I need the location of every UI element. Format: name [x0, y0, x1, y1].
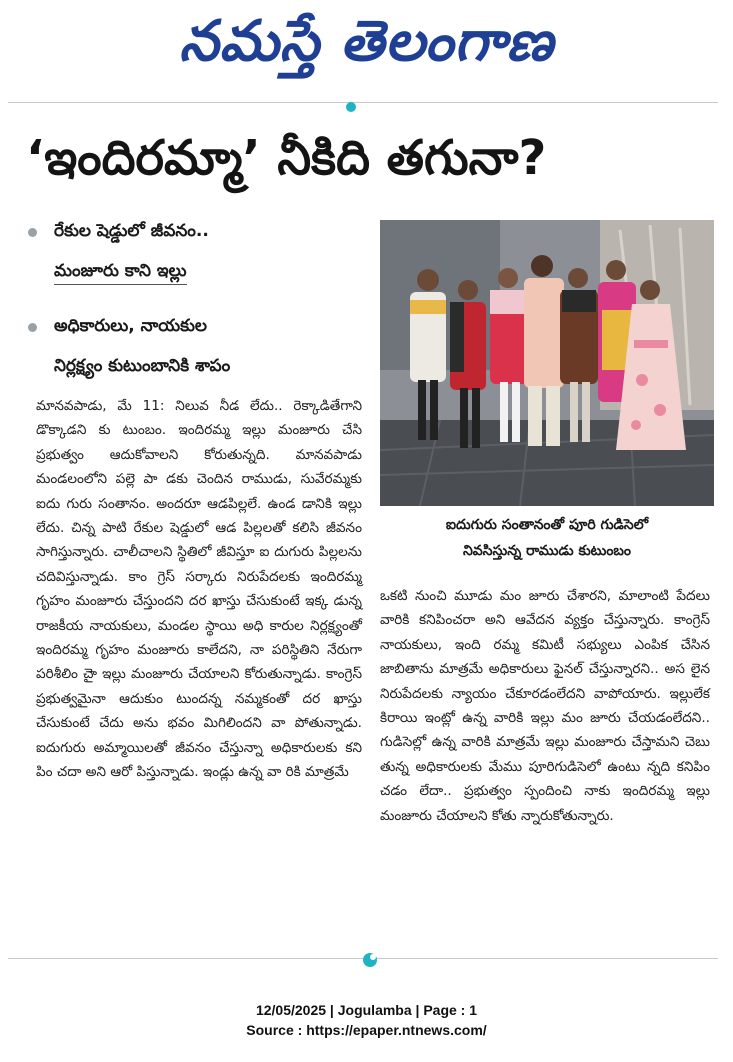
bullet-dot-icon	[28, 323, 37, 332]
footer-edition-info: 12/05/2025 | Jogulamba | Page : 1	[255, 1002, 478, 1018]
divider-dot-icon	[346, 102, 356, 112]
bullet-line: రేకుల షెడ్డులో జీవనం..	[54, 221, 209, 241]
footer	[0, 1000, 733, 1040]
body-column-right: ఒకటి నుంచి మూడు మం జూరు చేశారని, మాలాంటి పేదలు వారికి కనిపించరా అని ఆవేదన వ్యక్తం చేస్తున్నారు. కాంగ్రెస్ నాయకులు, ఇంది రమ్మ కమిటీ సభ్యులు ఎంపిక చేసిన జాబితాను మాత్రమే అధికారులు ఫైనల్ చేస్తున్నారని.. అస లైన నిరుపేదలకు న్యాయం చేకూరడంలేదని వాపోయారు. ఇల్లులేక కిరాయి ఇంట్లో ఉన్న వారికి ఇల్లు మం జూరు చేయడంలేదని.. గుడిసెల్లో ఉన్న వారికి మాత్రమే ఇల్లు మంజూరు చేస్తామని చెబు తున్న అధికారులకు మేము పూరిగుడిసెలో ఉంటు న్నది కనిపిం చడం లేదా.. ప్రభుత్వం స్పందించి నాకు ఇందిరమ్మ ఇల్లు మంజూరు చేయాలని కోతు న్నారుకోతున్నారు.	[380, 588, 710, 824]
photo-caption-line: ఐదుగురు సంతానంతో పూరి గుడిసెలో	[445, 517, 649, 533]
article-headline: ‘ఇందిరమ్మా’ నీకిది తగునా?	[26, 130, 547, 186]
masthead-logo	[0, 6, 733, 90]
bullet-item	[24, 218, 369, 299]
footer-source-link[interactable]: Source : https://epaper.ntnews.com/	[246, 1022, 487, 1038]
family-photo	[380, 220, 714, 506]
bullet-line: అధికారులు, నాయకుల	[54, 316, 207, 336]
bullet-line: మంజూరు కాని ఇల్లు	[54, 258, 187, 285]
subheading-bullets	[24, 218, 369, 393]
photo-caption-line: నివసిస్తున్న రాముడు కుటుంబం	[462, 543, 632, 559]
masthead-title: నమస్తే తెలంగాణ	[179, 8, 554, 74]
photo-caption	[380, 512, 714, 564]
family-photo-illustration	[380, 220, 714, 506]
bullet-item	[24, 313, 369, 379]
paper-emblem-icon	[360, 950, 380, 968]
top-divider	[8, 102, 718, 103]
body-column-left: మానవపాడు, మే 11: నిలువ నీడ లేదు.. రెక్కాడితేగాని డొక్కాడని కు టుంబం. ఇందిరమ్మ ఇల్లు మంజూరు చేసి ప్రభుత్వం ఆదుకోవాలని కోరుతున్నది. మానవపాడు మండలంలోని పల్లె పా డకు చెందిన రాముడు, సువేరమ్మకు ఐదు గురు సంతానం. అందరూ ఆడపిల్లలే. ఉండ డానికి ఇల్లు లేదు. చిన్న పాటి రేకుల షెడ్డులో ఆడ పిల్లలతో కలిసి జీవనం సాగిస్తున్నారు. చాలీచాలని స్థితిలో జీవిస్తూ ఐ దుగురు పిల్లలను చదివిస్తున్నాడు. కాం గ్రెస్ సర్కారు నిరుపేదలకు ఇందిరమ్మ గృహం మంజూరు చేస్తుందని దర ఖాస్తు చేసుకుంటే ఇక్క డున్న రాజకీయ నాయకులు, మండల స్థాయి అధి కారుల నిర్లక్ష్యంతో ఇందిరమ్మ గృహం మంజూరు కాలేదని, నా పరిస్థితిని నేరుగా పరిశీలిం చైా ఇల్లు మంజూరు చేయాలని కోరుతున్నాడు. కాంగ్రెస్ ప్రభుత్వమైనా ఆదుకుం టుందన్న నమ్మకంతో దర ఖాస్తు చేసుకుంటే చేదు అను భవం మిగిలిందని వా పోతున్నాడు. ఐదుగురు అమ్మాయిలతో జీవనం చేస్తున్నా అధికారులకు కని పిం చదా అని ఆరో పిస్తున్నాడు. ఇండ్లు ఉన్న వా రికి మాత్రమే	[36, 398, 362, 781]
bullet-line: నిర్లక్ష్యం కుటుంబానికి శాపం	[54, 356, 231, 376]
bullet-dot-icon	[28, 228, 37, 237]
